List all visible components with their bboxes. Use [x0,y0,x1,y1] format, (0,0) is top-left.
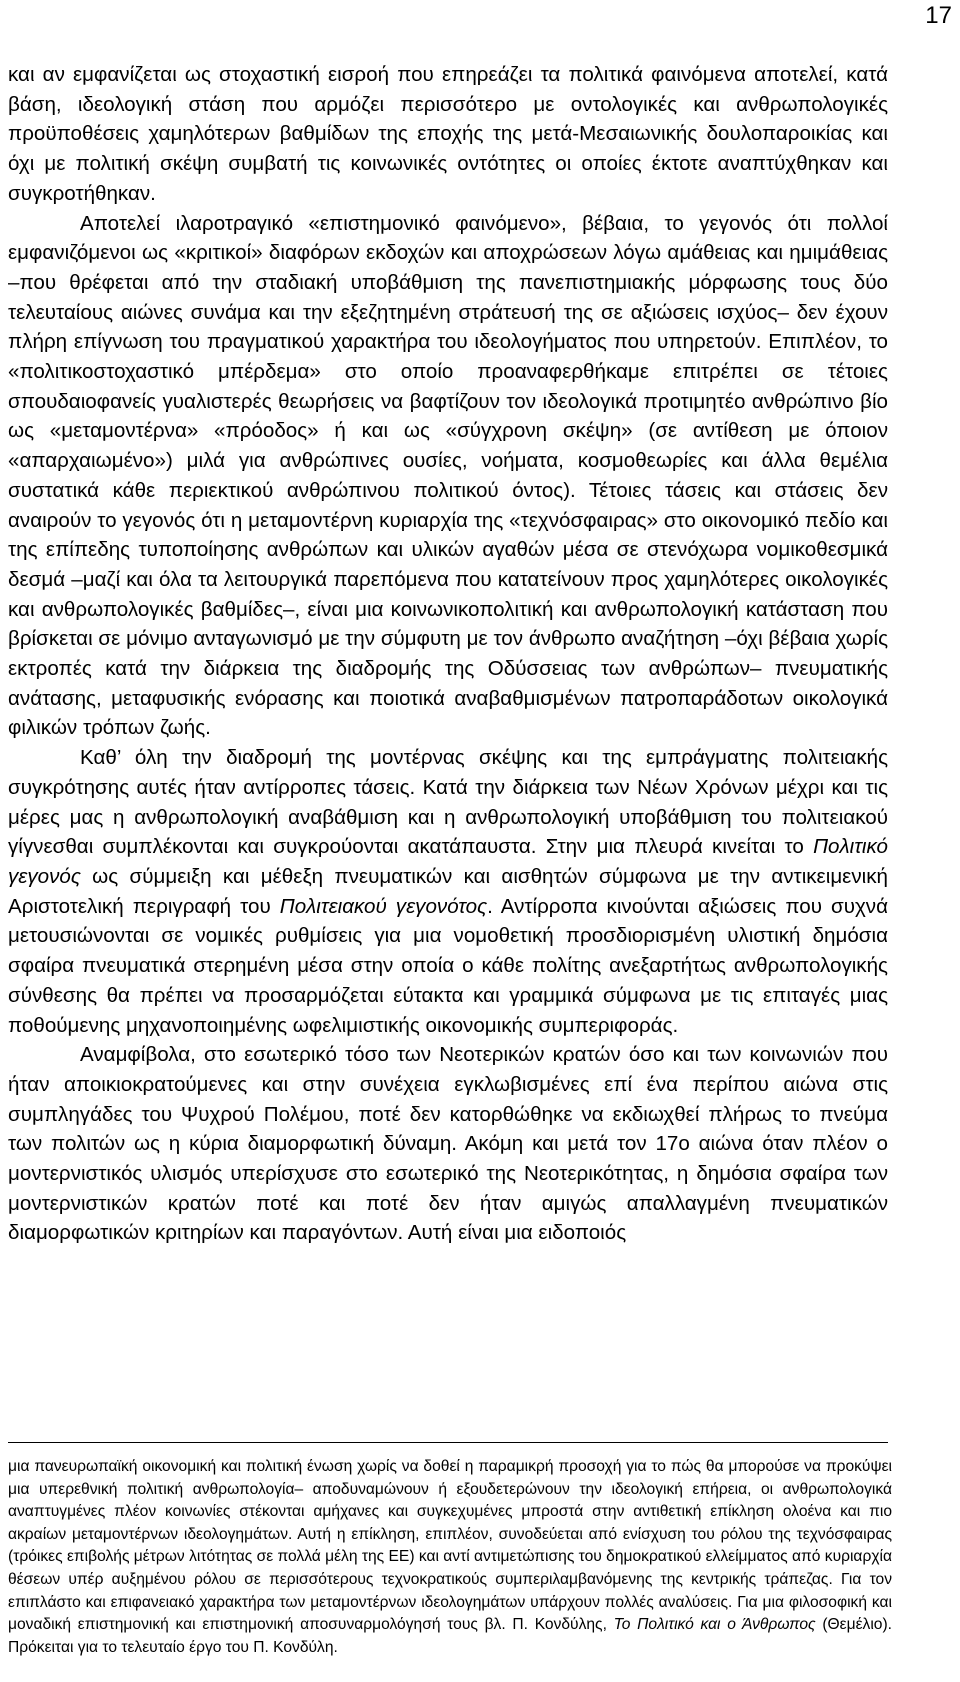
footnote-separator [8,1442,888,1443]
footnote-text-a: μια πανευρωπαϊκή οικονομική και πολιτική ένωση χωρίς να δοθεί η παραμικρή προσοχή για το πώς θα μπορούσε να προκύψει μια υπερεθνική πολιτική ανθρωπολογία– αποδυναμώνουν ή εξουδετερώνουν την ιδεολογική επήρεια, οι ανθρωπολογικά αναπτυγμένες πλέον κοινωνίες στέκονται αμήχανες και συγκεχυμένες μπροστά στην αντιθετική επίκληση ολοένα και πιο ακραίων μεταμοντέρνων ιδεολογημάτων. Αυτή η επίκληση, επιπλέον, συνοδεύεται από ενίσχυση του ρόλου της τεχνόσφαιρας (τρόικες επιβολής μέτρων λιτότητας σε πολλά μέλη της ΕΕ) και αντί αντιμετώπισης του δημοκρατικού ελλείμματος από κυριαρχία θέσεων υπέρ αυξημένου ρόλου σε περισσότερους τεχνοκρατικούς συμπεριλαμβανόμενης της κεντρικής τράπεζας. Για τον επιπλάστο και επιφανειακό χαρακτήρα των μεταμοντέρνων ιδεολογημάτων υπάρχουν πολλές αναλύσεις. Για μια φιλοσοφική και μοναδική επιστημονική και επιστημονική αποσυναρμολόγησή τους βλ. Π. Κονδύλης, [8,1458,892,1634]
paragraph-3-text-a: Καθ’ όλη την διαδρομή της μοντέρνας σκέψης και της εμπράγματης πολιτειακής συγκρότησης αυτές ήταν αντίρροπες τάσεις. Κατά την διάρκεια των Νέων Χρόνων μέχρι και τις μέρες μας η ανθρωπολογική αναβάθμιση και η ανθρωπολογική υποβάθμιση του πολιτειακού γίγνεσθαι συμπλέκονται και συγκρούονται ακατάπαυστα. Στην μια πλευρά κινείται το [8,746,888,859]
paragraph-3-text-b: ως σύμμειξη και μέθεξη πνευματικών και αισθητών σύμφωνα με την αντικειμενική Αριστοτελική περιγραφή του [8,864,888,918]
footnote [8,1456,892,1659]
footnote-text [8,1456,892,1659]
italic-political-event: Πολιτικό γεγονός [8,835,888,888]
italic-polity-event: Πολιτειακού γεγονότος [279,894,488,918]
paragraph-2: Αποτελεί ιλαροτραγικό «επιστημονικό φαινόμενο», βέβαια, το γεγονός ότι πολλοί εμφανιζόμενοι ως «κριτικοί» διαφόρων εκδοχών και αποχρώσεων λόγω αμάθειας και ημιμάθειας –που θρέφεται από την σταδιακή υποβάθμιση της πανεπιστημιακής μόρφωσης τους δύο τελευταίους αιώνες συνάμα και την εξεζητημένη στράτευσή της σε αξιώσεις ισχύος– δεν έχουν πλήρη επίγνωση του πραγματικού χαρακτήρα του ιδεολογήματος που υπηρετούν. Επιπλέον, το «πολιτικοστοχαστικό μπέρδεμα» στο οποίο προαναφερθήκαμε επιτρέπει σε τέτοιες σπουδαιοφανείς γυαλιστερές θεωρήσεις να βαφτίζουν τον ιδεολογικά προτιμητέο ανθρώπινο βίο ως «μεταμοντέρνα» «πρόοδος» ή και ως «σύγχρονη σκέψη» (σε αντίθεση με όποιον «απαρχαιωμένο») μιλά για ανθρώπινες ουσίες, νοήματα, κοσμοθεωρίες και άλλα θεμέλια συστατικά κάθε περιεκτικού ανθρώπινου πολιτικού όντος). Τέτοιες τάσεις και στάσεις δεν αναιρούν το γεγονός ότι η μεταμοντέρνη κυριαρχία της «τεχνόσφαιρας» στο οικονομικό πεδίο και της επίπεδης τυποποίησης ανθρώπων και υλικών αγαθών μέσα σε στενόχωρα νομικοθεσμικά δεσμά –μαζί και όλα τα λειτουργικά παρεπόμενα που κατατείνουν προς χαμηλότερες οικολογικές και ανθρωπολογικές βαθμίδες–, είναι μια κοινωνικοπολιτική και ανθρωπολογική κατάσταση που βρίσκεται σε μόνιμο ανταγωνισμό με την σύμφυτη με τον άνθρωπο αναζήτηση –όχι βέβαια χωρίς εκτροπές κατά την διάρκεια της διαδρομής της Οδύσσειας των ανθρώπων– πνευματικής ανάτασης, μεταφυσικής ενόρασης και ποιοτικά αναβαθμισμένων πατροπαράδοτων οικολογικά φιλικών τρόπων ζωής. [8,211,888,740]
main-text [8,60,888,1248]
footnote-book-title: Το Πολιτικό και ο Άνθρωπος [613,1616,816,1634]
footnote-text-b: (Θεμέλιο). Πρόκειται για το τελευταίο έργο του Π. Κονδύλη. [8,1616,892,1656]
paragraph-3-text-c: . Αντίρροπα κινούνται αξιώσεις που συχνά μετουσιώνονται σε νομικές ρυθμίσεις για μια νομοθετική προσδιορισμένη υλιστική δημόσια σφαίρα πνευματικά στερημένη μέσα στην οποία ο κάθε πολίτης ανεξαρτήτως ανθρωπολογικής σύνθεσης θα πρέπει να προσαρμόζεται εύτακτα και γραμμικά σύμφωνα με τις επιταγές μιας ποθούμενης μηχανοποιημένης ωφελιμιστικής οικονομικής συμπεριφοράς. [8,894,888,1037]
paragraph-1: και αν εμφανίζεται ως στοχαστική εισροή που επηρεάζει τα πολιτικά φαινόμενα αποτελεί, κατά βάση, ιδεολογική στάση που αρμόζει περισσότερο με οντολογικές και ανθρωπολογικές προϋποθέσεις χαμηλότερων βαθμίδων της εποχής της μετά-Μεσαιωνικής δουλοπαροικίας και όχι με πολιτική σκέψη συμβατή τις κοινωνικές οντότητες οι οποίες έκτοτε αναπτύχθηκαν και συγκροτήθηκαν. [8,63,888,205]
page-number: 17 [925,2,952,29]
paragraph-3 [8,743,888,1040]
paragraph-4: Αναμφίβολα, στο εσωτερικό τόσο των Νεοτερικών κρατών όσο και των κοινωνιών που ήταν αποικιοκρατούμενες και στην συνέχεια εγκλωβισμένες επί ένα περίπου αιώνα στις συμπληγάδες του Ψυχρού Πολέμου, ποτέ δεν κατορθώθηκε να εκδιωχθεί πλήρως το πνεύμα των πολιτών ως η κύρια διαμορφωτική δύναμη. Ακόμη και μετά τον 17ο αιώνα όταν πλέον ο μοντερνιστικός υλισμός υπερίσχυσε στο εσωτερικό της Νεοτερικότητας, η δημόσια σφαίρα των μοντερνιστικών κρατών ποτέ και ποτέ δεν ήταν αμιγώς απαλλαγμένη πνευματικών διαμορφωτικών κριτηρίων και παραγόντων. Αυτή είναι μια ειδοποιός [8,1043,888,1245]
